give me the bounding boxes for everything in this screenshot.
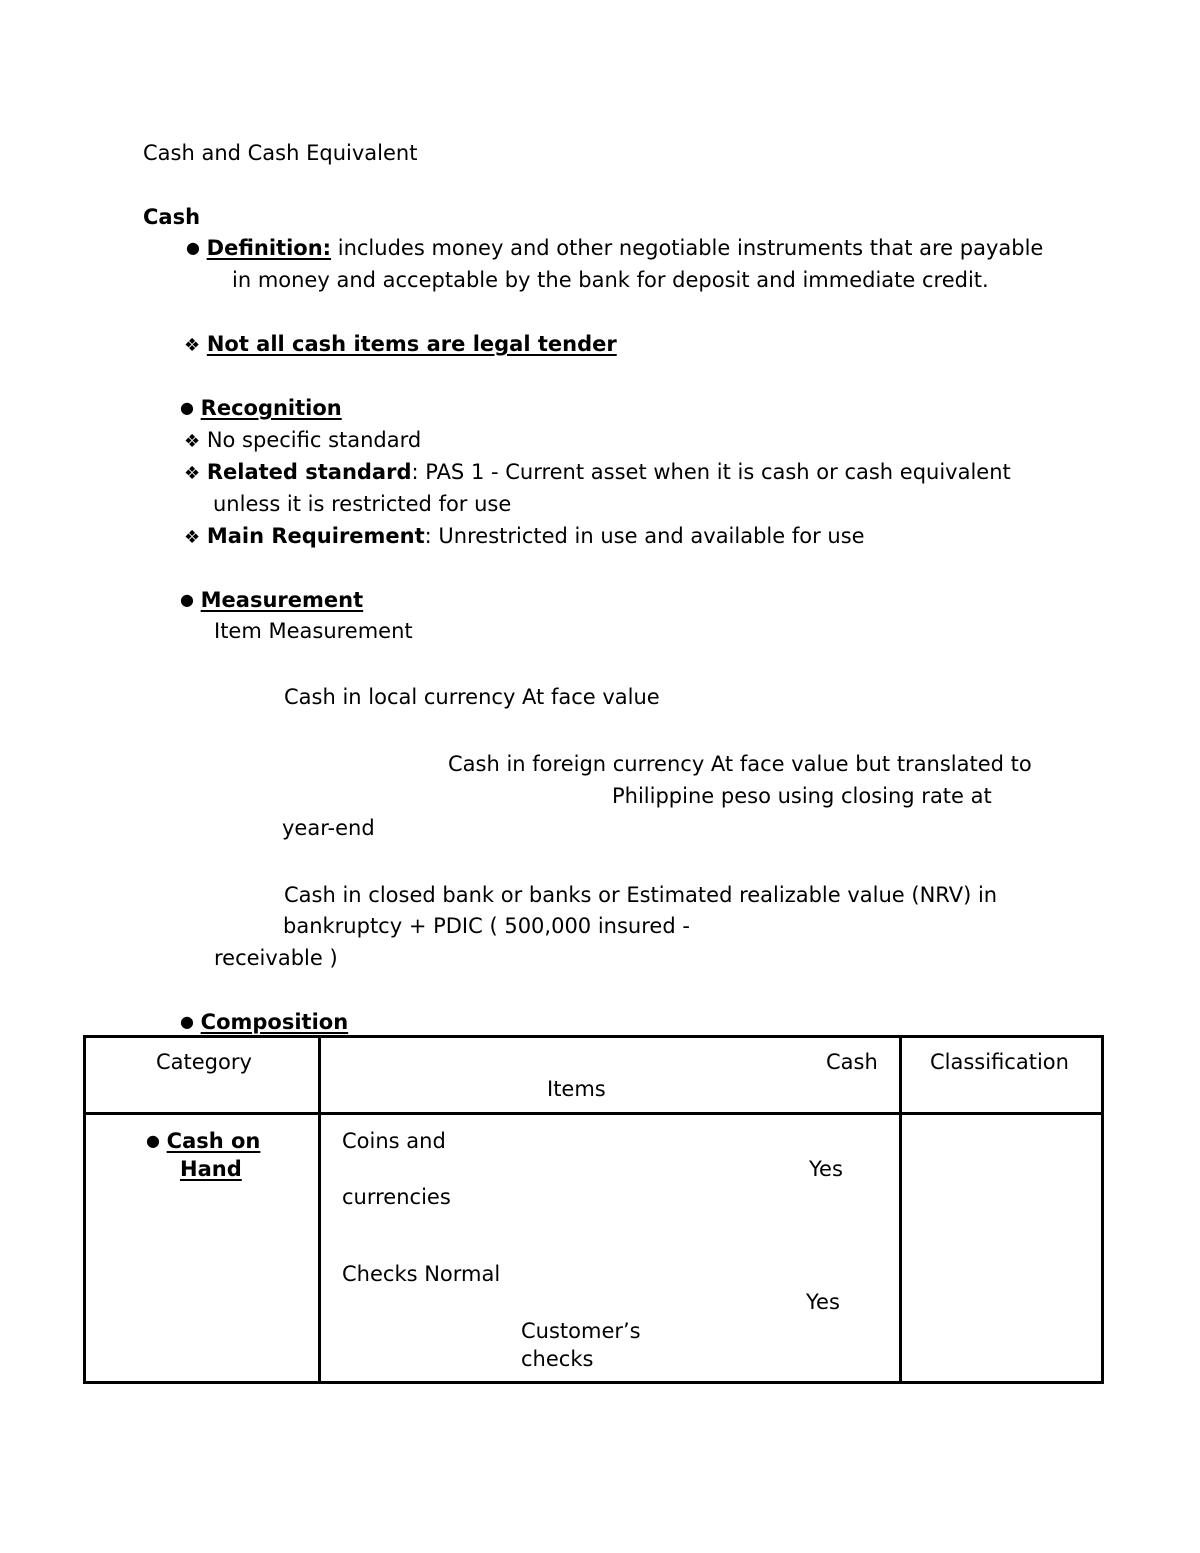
composition-heading-text: Composition [200,1010,349,1034]
bullet-icon: ● [186,238,200,257]
header-category-cell [85,1037,320,1114]
measurement-closed-bank-cont: bankruptcy + PDIC ( 500,000 insured - [283,914,690,938]
header-items-right: Cash [826,1050,878,1074]
bullet-icon: ● [180,398,194,417]
recognition-item-text-cont: unless it is restricted for use [213,492,512,516]
bullet-icon: ● [180,590,194,609]
item-coins-value: Yes [809,1157,843,1181]
measurement-heading [180,588,363,613]
definition-line [186,236,1043,261]
header-classification: Classification [930,1050,1069,1074]
measurement-header: Item Measurement [214,619,413,643]
row-category-cell [85,1114,320,1383]
row-items-cell [320,1114,901,1383]
item-checks-value: Yes [806,1290,840,1314]
recognition-heading [180,396,342,421]
measurement-foreign-cont: year-end [282,816,375,840]
header-classification-cell [901,1037,1103,1114]
item-checks-cont: Customer’s [521,1319,641,1343]
row-category [146,1129,260,1154]
section-heading-cash: Cash [143,205,201,229]
recognition-item-label: Main Requirement [206,524,425,548]
measurement-closed-bank-cont: receivable ) [214,946,338,970]
measurement-foreign: Cash in foreign currency At face value but translated to [448,752,1032,776]
row-category-line2: Hand [180,1157,242,1181]
item-coins-cont: currencies [342,1185,451,1209]
bullet-icon: ● [146,1131,160,1150]
recognition-item-text: : Unrestricted in use and available for use [424,524,865,548]
measurement-heading-text: Measurement [200,588,364,612]
row-classification-cell [901,1114,1103,1383]
measurement-local: Cash in local currency At face value [284,685,660,709]
recognition-heading-text: Recognition [200,396,342,420]
table-header-row [85,1037,1103,1114]
diamond-bullet-icon: ❖ [184,463,201,484]
measurement-closed-bank: Cash in closed bank or banks or Estimated realizable value (NRV) in [284,883,998,907]
diamond-bullet-icon: ❖ [184,527,201,548]
legal-tender-note [184,332,617,357]
document-title: Cash and Cash Equivalent [143,141,418,165]
definition-label: Definition: [206,236,332,260]
header-items-center: Items [547,1077,606,1101]
composition-table [83,1035,1104,1384]
recognition-item [184,460,1011,485]
diamond-bullet-icon: ❖ [184,431,201,452]
legal-tender-text: Not all cash items are legal tender [206,332,617,356]
bullet-icon: ● [180,1012,194,1031]
table-row [85,1114,1103,1383]
recognition-item-text: No specific standard [206,428,422,452]
measurement-foreign-cont: Philippine peso using closing rate at [612,784,992,808]
diamond-bullet-icon: ❖ [184,335,201,356]
header-items-cell [320,1037,901,1114]
row-category-line1: Cash on [166,1129,261,1153]
recognition-item-text: : PAS 1 - Current asset when it is cash or cash equivalent [411,460,1011,484]
recognition-item-label: Related standard [206,460,412,484]
item-checks: Checks Normal [342,1262,501,1286]
recognition-item [184,524,865,549]
item-checks-cont: checks [521,1347,594,1371]
item-coins: Coins and [342,1129,446,1153]
recognition-item [184,428,421,453]
header-category: Category [156,1050,252,1074]
definition-text: includes money and other negotiable instruments that are payable [331,236,1044,260]
composition-heading [180,1010,348,1035]
definition-text-cont: in money and acceptable by the bank for deposit and immediate credit. [232,268,989,292]
